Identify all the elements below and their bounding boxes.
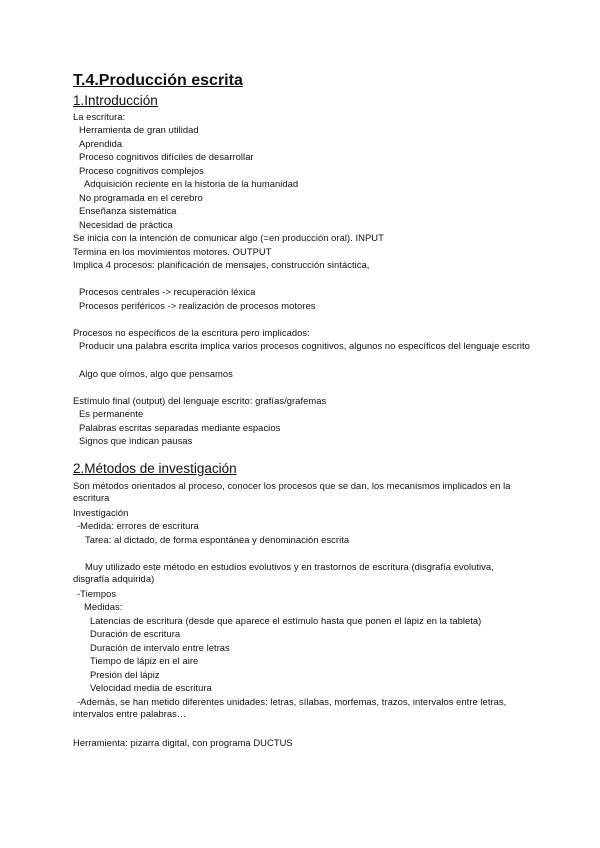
text-line: La escritura: bbox=[73, 111, 126, 122]
text-line: Herramienta: pizarra digital, con programa DUCTUS bbox=[73, 737, 293, 748]
text-line: Termina en los movimientos motores. OUTPUT bbox=[73, 246, 272, 257]
list-item: Procesos periféricos -> realización de procesos motores bbox=[79, 300, 316, 311]
list-item: Es permanente bbox=[79, 408, 144, 419]
document-title: T.4.Producción escrita bbox=[73, 72, 243, 89]
list-item: Velocidad media de escritura bbox=[90, 682, 212, 693]
list-item: Presión del lápiz bbox=[90, 669, 160, 680]
text-line: Se inicia con la intención de comunicar algo (=en producción oral). INPUT bbox=[73, 232, 384, 243]
list-item: No programada en el cerebro bbox=[79, 192, 203, 203]
section-1-heading: 1.Introducción bbox=[73, 93, 158, 108]
list-item: Proceso cognitivos complejos bbox=[79, 165, 204, 176]
list-item: Aprendida bbox=[79, 138, 123, 149]
text-line: Son métodos orientados al proceso, conocer los procesos que se dan, los mecanismos implicados en la escritura bbox=[73, 480, 511, 503]
text-line: Investigación bbox=[73, 507, 129, 518]
list-item: Tarea: al dictado, de forma espontánea y denominación escrita bbox=[85, 534, 350, 545]
list-item: -Tiempos bbox=[77, 588, 117, 599]
list-item: Palabras escritas separadas mediante espacios bbox=[79, 422, 281, 433]
list-item: Latencias de escritura (desde que aparece el estímulo hasta que ponen el lápiz en la tableta) bbox=[90, 615, 482, 626]
text-line: Muy utilizado este método en estudios evolutivos y en trastornos de escritura (disgrafía evolutiva, disgrafía adquirida) bbox=[73, 561, 494, 584]
text-line: Procesos no específicos de la escritura pero implicados: bbox=[73, 327, 310, 338]
list-item: Procesos centrales -> recuperación léxica bbox=[79, 286, 256, 297]
list-item: Tiempo de lápiz en el aire bbox=[90, 655, 199, 666]
text-line: Estímulo final (output) del lenguaje escrito: grafías/grafemas bbox=[73, 395, 327, 406]
list-item: Adquisición reciente en la historia de la humanidad bbox=[84, 178, 299, 189]
list-item: Herramienta de gran utilidad bbox=[79, 124, 199, 135]
list-item: -Medida: errores de escritura bbox=[77, 520, 199, 531]
list-item: Signos que indican pausas bbox=[79, 435, 193, 446]
text-line: -Además, se han metido diferentes unidades: letras, sílabas, morfemas, trazos, intervalos entre letras, intervalos entre palabras… bbox=[73, 696, 507, 719]
list-item: Producir una palabra escrita implica varios procesos cognitivos, algunos no específicos del lenguaje escrito bbox=[79, 340, 530, 351]
text-line: Implica 4 procesos: planificación de mensajes, construcción sintáctica, bbox=[73, 259, 370, 270]
list-item: Necesidad de práctica bbox=[79, 219, 173, 230]
list-item: Enseñanza sistemática bbox=[79, 205, 177, 216]
list-item: Medidas: bbox=[84, 601, 123, 612]
list-item: Proceso cognitivos difíciles de desarrollar bbox=[79, 151, 254, 162]
list-item: Duración de escritura bbox=[90, 628, 181, 639]
list-item: Duración de intervalo entre letras bbox=[90, 642, 230, 653]
list-item: Algo que oímos, algo que pensamos bbox=[79, 368, 233, 379]
section-2-heading: 2.Métodos de investigación bbox=[73, 461, 237, 476]
